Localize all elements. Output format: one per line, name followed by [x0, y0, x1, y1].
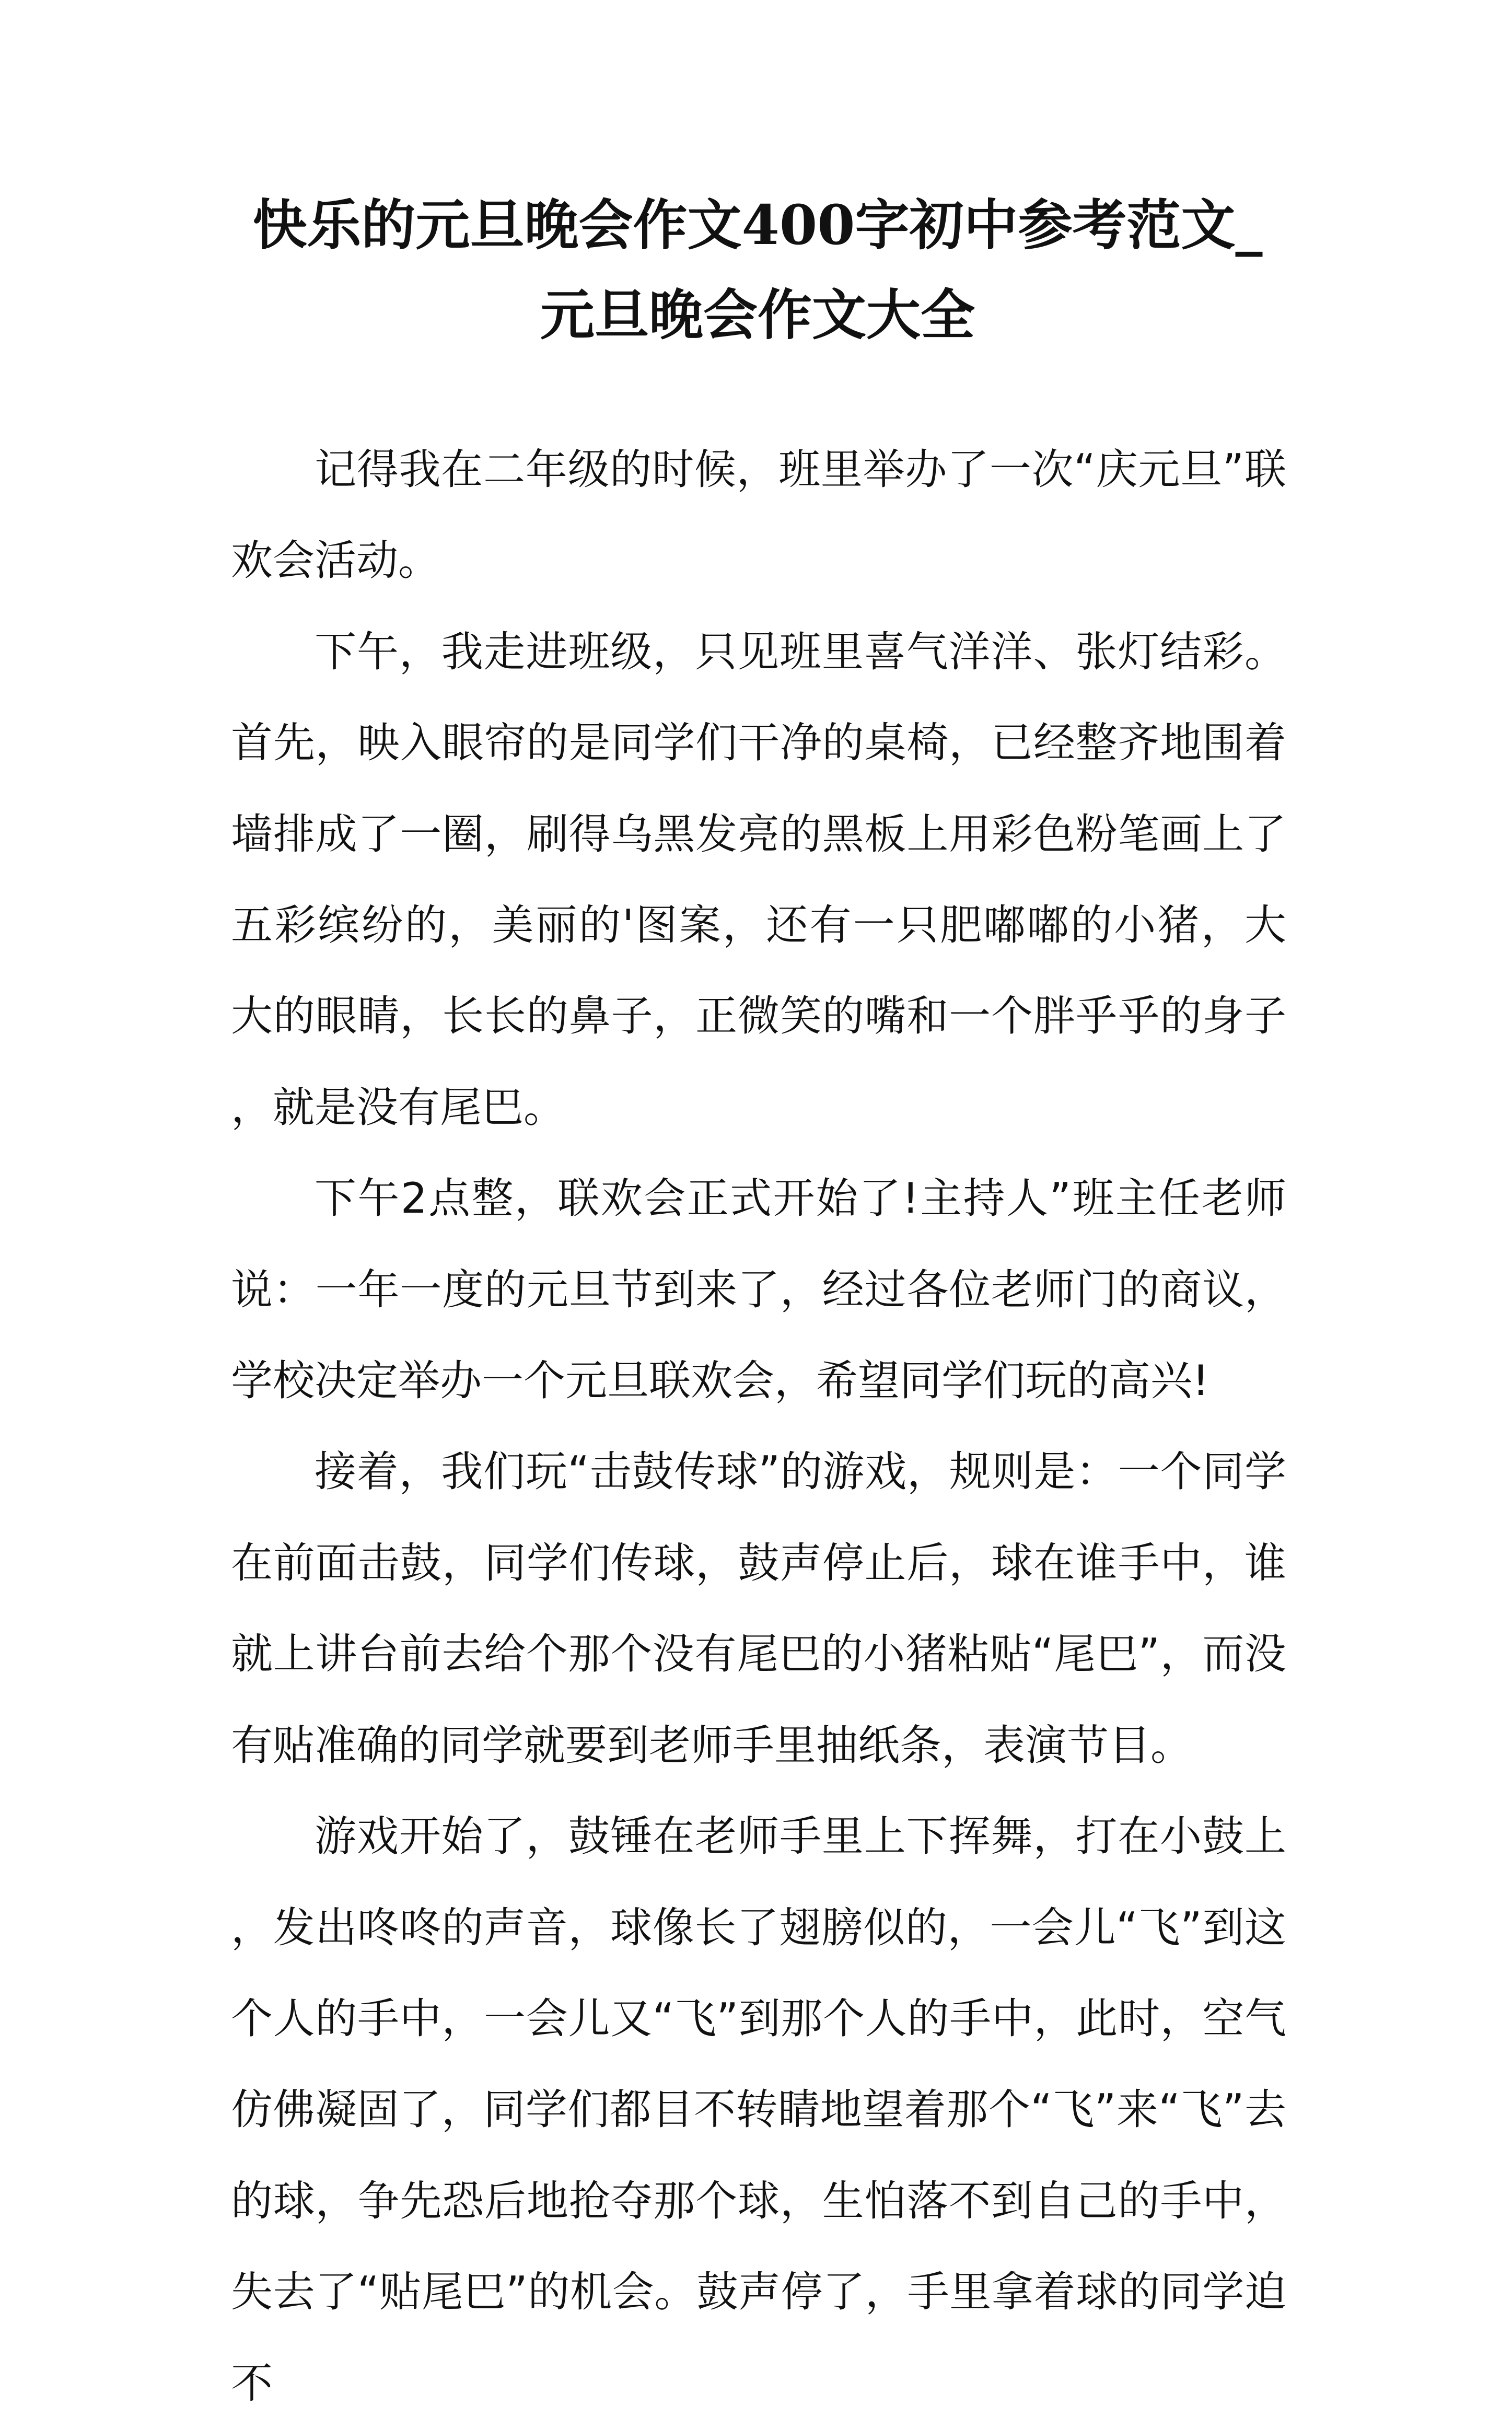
- title-line-1: 快乐的元旦晚会作文400字初中参考范文_: [252, 193, 1263, 257]
- paragraph-5: 游戏开始了，鼓锤在老师手里上下挥舞，打在小鼓上，发出咚咚的声音，球像长了翅膀似的，一会儿“飞”到这个人的手中，一会儿又“飞”到那个人的手中，此时，空气仿佛凝固了，同学们都目不转睛地望着那个“飞”来“飞”去的球，争先恐后地抢夺那个球，生怕落不到自己的手中，失去了“贴尾巴”的机会。鼓声停了，手里拿着球的同学迫不: [231, 1812, 1286, 2408]
- paragraph-3: 下午2点整，联欢会正式开始了!主持人”班主任老师说：一年一度的元旦节到来了，经过各位老师门的商议，学校决定举办一个元旦联欢会，希望同学们玩的高兴!: [231, 1174, 1286, 1405]
- paragraph-4: 接着，我们玩“击鼓传球”的游戏，规则是：一个同学在前面击鼓，同学们传球，鼓声停止后，球在谁手中，谁就上讲台前去给个那个没有尾巴的小猪粘贴“尾巴”，而没有贴准确的同学就要到老师手里抽纸条，表演节目。: [231, 1447, 1286, 1770]
- document-body: [231, 424, 1286, 2429]
- title-line-2: 元旦晚会作文大全: [540, 283, 975, 347]
- paragraph-1: 记得我在二年级的时候，班里举办了一次“庆元旦”联欢会活动。: [231, 445, 1286, 585]
- paragraph-2: 下午，我走进班级，只见班里喜气洋洋、张灯结彩。首先，映入眼帘的是同学们干净的桌椅，已经整齐地围着墙排成了一圈，刷得乌黑发亮的黑板上用彩色粉笔画上了五彩缤纷的，美丽的'图案，还有一只肥嘟嘟的小猪，大大的眼睛，长长的鼻子，正微笑的嘴和一个胖乎乎的身子，就是没有尾巴。: [231, 627, 1286, 1132]
- document-title: [219, 180, 1296, 360]
